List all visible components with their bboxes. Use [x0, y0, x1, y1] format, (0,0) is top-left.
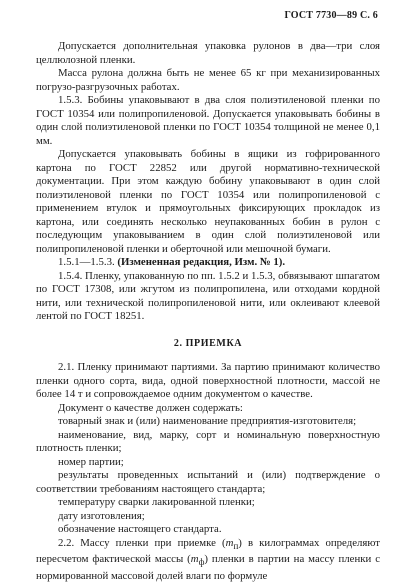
page-header: ГОСТ 7730—89 С. 6 — [284, 10, 378, 21]
text-run: ) в килограммах определяют пересчетом фактической массы ( — [36, 536, 380, 566]
subscript: п — [233, 540, 239, 551]
symbol-m: m — [225, 536, 234, 549]
paragraph: Документ о качестве должен содержать: — [58, 401, 243, 414]
subscript: ф — [198, 557, 205, 568]
paragraph: 1.5.4. Пленку, упакованную по пп. 1.5.2 и 1.5.3, обвязывают шпагатом по ГОСТ 17308, или жгутом из полипропилена, или отходами кордной нити, или технической полипропиленовой нити, или оклеивают клеевой лентой по ГОСТ 18251. — [36, 269, 380, 322]
paragraph: 1.5.3. Бобины упаковывают в два слоя полиэтиленовой пленки по ГОСТ 10354 или полипропиленовой. Допускается упаковывать бобины в один слой полиэтиленовой пленки по ГОСТ 10354 толщиной не менее 0,1 мм. — [36, 94, 380, 147]
amendment-label: (Измененная редакция, Изм. № 1). — [117, 256, 286, 268]
list-item: температуру сварки лакированной пленки; — [58, 496, 255, 508]
amendment-prefix: 1.5.1—1.5.3. — [58, 256, 118, 268]
list-item: номер партии; — [58, 455, 124, 468]
list-item: обозначение настоящего стандарта. — [58, 523, 222, 535]
document-body — [36, 40, 380, 583]
text-run: 2.2. Массу пленки при приемке ( — [58, 536, 226, 549]
section-title: 2. ПРИЕМКА — [173, 337, 243, 349]
paragraph: Масса рулона должна быть не менее 65 кг при механизированных погрузо-разгрузочных работах. — [36, 67, 380, 93]
list-item: наименование, вид, марку, сорт и номинальную поверхностную плотность пленки; — [36, 428, 380, 454]
paragraph: Допускается дополнительная упаковка рулонов в два—три слоя целлюлозной пленки. — [36, 40, 380, 66]
list-item: результаты проведенных испытаний и (или) подтверждение о соответствии требованиям настоящего стандарта; — [36, 469, 380, 495]
list-item: дату изготовления; — [58, 509, 145, 522]
paragraph: 2.1. Пленку принимают партиями. За партию принимают количество пленки одного сорта, вида, одной поверхностной плотности, массой не более 14 т и сопровождаемое одним документом о качестве. — [36, 361, 380, 400]
paragraph-mass — [36, 537, 380, 583]
symbol-m: m — [190, 553, 199, 566]
text-run: ) пленки в партии на массу пленки с нормированной массовой долей влаги по формуле — [36, 553, 380, 582]
list-item: товарный знак и (или) наименование предприятия-изготовителя; — [58, 415, 357, 427]
paragraph: Допускается упаковывать бобины в ящики из гофрированного картона по ГОСТ 22852 или другой нормативно-технической документации. При этом каждую бобину упаковывают в один слой полиэтиленовой пленки по ГОСТ 10354 или полипропиленовой с применением втулок и прямоугольных фиксирующих прокладок из картона, или соединять несколько неупакованных бобин в рулон с последующим упаковыванием в один слой полиэтиленовой или полипропиленовой пленки и оберточной или мешочной бумаги. — [36, 148, 380, 255]
amendment-note — [36, 256, 380, 270]
